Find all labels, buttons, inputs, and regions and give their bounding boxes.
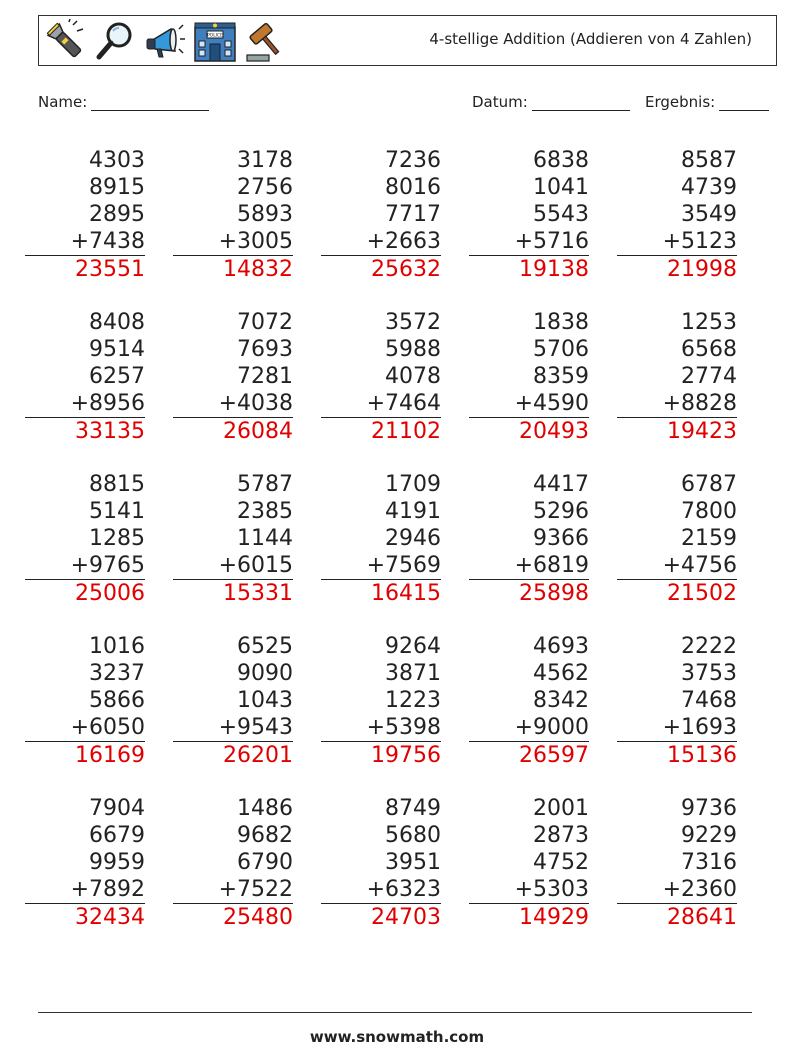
addend-1: 7236: [385, 148, 441, 173]
addition-problem: [617, 471, 737, 607]
magnifier-icon: [93, 19, 137, 63]
addend-1: 3572: [385, 310, 441, 335]
addend-4: +3005: [173, 228, 293, 256]
addend-3: 6257: [89, 364, 145, 389]
name-label: Name:: [38, 93, 88, 111]
addend-3: 1144: [237, 526, 293, 551]
addend-2: 7800: [681, 499, 737, 524]
answer: 26084: [223, 419, 293, 444]
addition-problem: [173, 147, 293, 283]
addend-2: 4739: [681, 175, 737, 200]
addend-1: 2001: [533, 796, 589, 821]
addition-problem: [25, 795, 145, 931]
addend-1: 6525: [237, 634, 293, 659]
police-station-icon: [193, 19, 237, 63]
gavel-icon: [243, 19, 287, 63]
addend-2: 9682: [237, 823, 293, 848]
addend-1: 1253: [681, 310, 737, 335]
answer: 21502: [667, 581, 737, 606]
addend-4: +5716: [469, 228, 589, 256]
result-field[interactable]: [645, 93, 769, 111]
footer-url: www.snowmath.com: [309, 1028, 485, 1046]
addend-3: 8359: [533, 364, 589, 389]
addend-2: 4191: [385, 499, 441, 524]
addend-3: 2946: [385, 526, 441, 551]
addend-3: 8342: [533, 688, 589, 713]
addend-2: 3871: [385, 661, 441, 686]
addend-1: 1838: [533, 310, 589, 335]
footer-divider: [38, 1012, 752, 1013]
addition-problem: [173, 795, 293, 931]
answer: 19138: [519, 257, 589, 282]
addend-1: 5787: [237, 472, 293, 497]
addend-2: 5141: [89, 499, 145, 524]
addition-problem: [25, 633, 145, 769]
addend-1: 4693: [533, 634, 589, 659]
police-sign-text: POLICE: [206, 33, 224, 39]
addend-3: 3549: [681, 202, 737, 227]
addend-2: 5706: [533, 337, 589, 362]
addend-2: 9229: [681, 823, 737, 848]
addend-4: +4590: [469, 390, 589, 418]
addition-problem: [469, 471, 589, 607]
addend-1: 7904: [89, 796, 145, 821]
answer: 26201: [223, 743, 293, 768]
addend-2: 9514: [89, 337, 145, 362]
name-field[interactable]: [38, 93, 209, 111]
result-label: Ergebnis:: [645, 93, 716, 111]
addend-3: 7468: [681, 688, 737, 713]
addend-4: +1693: [617, 714, 737, 742]
addend-2: 5988: [385, 337, 441, 362]
answer: 14832: [223, 257, 293, 282]
addend-4: +4756: [617, 552, 737, 580]
addend-1: 1016: [89, 634, 145, 659]
answer: 25480: [223, 905, 293, 930]
addition-problem: [321, 147, 441, 283]
addend-3: 2774: [681, 364, 737, 389]
answer: 25632: [371, 257, 441, 282]
answer: 19423: [667, 419, 737, 444]
addend-1: 4303: [89, 148, 145, 173]
addend-4: +6050: [25, 714, 145, 742]
addend-3: 2895: [89, 202, 145, 227]
answer: 19756: [371, 743, 441, 768]
answer: 14929: [519, 905, 589, 930]
addend-4: +7464: [321, 390, 441, 418]
addend-2: 5296: [533, 499, 589, 524]
addend-2: 4562: [533, 661, 589, 686]
addend-3: 2159: [681, 526, 737, 551]
addend-4: +7522: [173, 876, 293, 904]
addend-4: +5398: [321, 714, 441, 742]
addend-3: 4078: [385, 364, 441, 389]
addend-3: 7717: [385, 202, 441, 227]
addend-1: 2222: [681, 634, 737, 659]
addend-1: 3178: [237, 148, 293, 173]
addend-3: 5893: [237, 202, 293, 227]
addend-1: 8815: [89, 472, 145, 497]
addend-1: 8587: [681, 148, 737, 173]
header-icons: [43, 19, 287, 63]
addend-2: 8915: [89, 175, 145, 200]
addend-1: 7072: [237, 310, 293, 335]
addition-problem: [469, 795, 589, 931]
addend-2: 6679: [89, 823, 145, 848]
addend-3: 6790: [237, 850, 293, 875]
addend-3: 1043: [237, 688, 293, 713]
addition-problem: [321, 471, 441, 607]
addition-problem: [25, 471, 145, 607]
flashlight-icon: [43, 19, 87, 63]
addend-4: +6323: [321, 876, 441, 904]
answer: 28641: [667, 905, 737, 930]
answer: 32434: [75, 905, 145, 930]
addend-3: 1285: [89, 526, 145, 551]
addend-2: 2873: [533, 823, 589, 848]
addend-2: 7693: [237, 337, 293, 362]
addend-4: +2663: [321, 228, 441, 256]
addend-2: 3753: [681, 661, 737, 686]
addend-4: +5303: [469, 876, 589, 904]
addend-1: 1709: [385, 472, 441, 497]
answer: 16415: [371, 581, 441, 606]
addend-3: 1223: [385, 688, 441, 713]
answer: 21998: [667, 257, 737, 282]
addend-2: 6568: [681, 337, 737, 362]
addend-4: +6015: [173, 552, 293, 580]
megaphone-icon: [143, 19, 187, 63]
addend-2: 1041: [533, 175, 589, 200]
answer: 25006: [75, 581, 145, 606]
addition-problem: [321, 633, 441, 769]
answer: 25898: [519, 581, 589, 606]
addend-4: +6819: [469, 552, 589, 580]
addition-problem: [617, 147, 737, 283]
date-field[interactable]: [472, 93, 630, 111]
addend-2: 8016: [385, 175, 441, 200]
addition-problem: [173, 471, 293, 607]
addend-2: 3237: [89, 661, 145, 686]
addend-4: +7569: [321, 552, 441, 580]
answer: 24703: [371, 905, 441, 930]
addend-1: 9736: [681, 796, 737, 821]
addend-1: 4417: [533, 472, 589, 497]
addend-4: +9000: [469, 714, 589, 742]
answer: 33135: [75, 419, 145, 444]
addend-4: +4038: [173, 390, 293, 418]
addition-problem: [469, 633, 589, 769]
addition-problem: [25, 147, 145, 283]
addend-1: 6838: [533, 148, 589, 173]
addend-4: +7438: [25, 228, 145, 256]
addend-1: 6787: [681, 472, 737, 497]
worksheet-title: 4-stellige Addition (Addieren von 4 Zahlen): [429, 30, 752, 48]
addend-3: 4752: [533, 850, 589, 875]
result-line[interactable]: [719, 95, 769, 111]
answer: 23551: [75, 257, 145, 282]
addend-1: 8749: [385, 796, 441, 821]
addend-4: +2360: [617, 876, 737, 904]
addend-3: 9366: [533, 526, 589, 551]
answer: 16169: [75, 743, 145, 768]
addition-problem: [25, 309, 145, 445]
date-label: Datum:: [472, 93, 528, 111]
addend-1: 8408: [89, 310, 145, 335]
addend-3: 5866: [89, 688, 145, 713]
addend-2: 2385: [237, 499, 293, 524]
answer: 15331: [223, 581, 293, 606]
addition-problem: [173, 633, 293, 769]
name-line[interactable]: [91, 95, 209, 111]
addend-2: 2756: [237, 175, 293, 200]
addend-4: +7892: [25, 876, 145, 904]
answer: 21102: [371, 419, 441, 444]
addition-problem: [617, 633, 737, 769]
addend-4: +9543: [173, 714, 293, 742]
addend-1: 9264: [385, 634, 441, 659]
addition-problem: [321, 309, 441, 445]
addition-problem: [469, 147, 589, 283]
addend-1: 1486: [237, 796, 293, 821]
answer: 26597: [519, 743, 589, 768]
addend-4: +8828: [617, 390, 737, 418]
worksheet-header: [38, 15, 777, 66]
addend-3: 3951: [385, 850, 441, 875]
addend-3: 9959: [89, 850, 145, 875]
addition-problem: [173, 309, 293, 445]
addend-2: 5680: [385, 823, 441, 848]
addition-problem: [321, 795, 441, 931]
addend-4: +5123: [617, 228, 737, 256]
addend-2: 9090: [237, 661, 293, 686]
addend-3: 7316: [681, 850, 737, 875]
addend-4: +9765: [25, 552, 145, 580]
addition-problem: [469, 309, 589, 445]
answer: 15136: [667, 743, 737, 768]
date-line[interactable]: [532, 95, 630, 111]
addition-problem: [617, 795, 737, 931]
addition-problem: [617, 309, 737, 445]
addend-3: 7281: [237, 364, 293, 389]
addend-4: +8956: [25, 390, 145, 418]
addend-3: 5543: [533, 202, 589, 227]
answer: 20493: [519, 419, 589, 444]
